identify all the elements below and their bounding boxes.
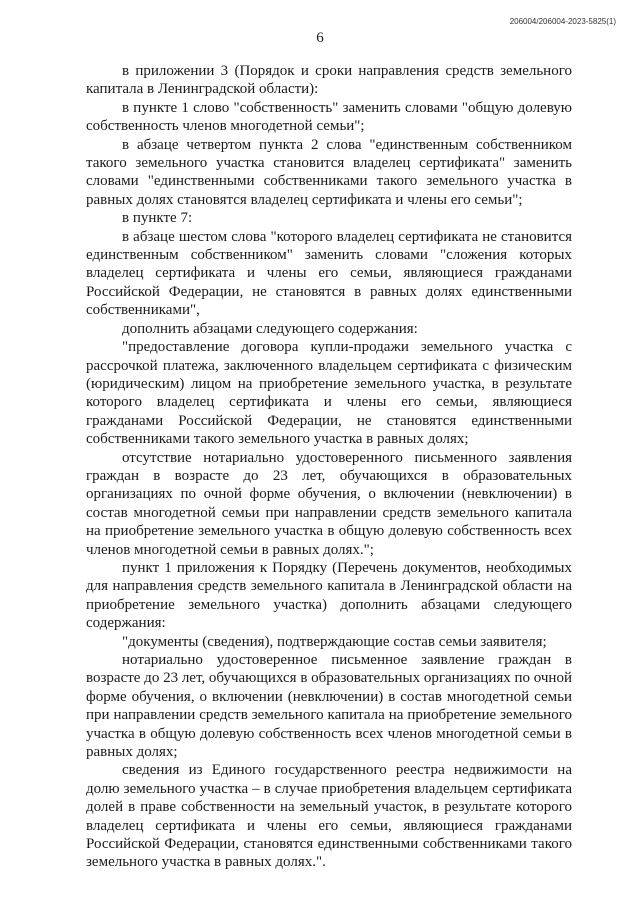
paragraph: в пункте 1 слово "собственность" заменить словами "общую долевую собственность членов многодетной семьи"; <box>86 99 572 135</box>
page-number: 6 <box>316 30 324 46</box>
paragraph: нотариально удостоверенное письменное заявление граждан в возрасте до 23 лет, обучающихся в образовательных организациях по очной форме обучения, о включении (невключении) в состав многодетной семьи при направлении средств земельного капитала на приобретение земельного участка в общую долевую собственность всех членов многодетной семьи в равных долях; <box>86 652 572 761</box>
paragraph: дополнить абзацами следующего содержания: <box>122 320 418 337</box>
paragraph: в абзаце шестом слова "которого владелец сертификата не становится единственным собственником" заменить словами "сложения которых владелец сертификата и члены его семьи, являющиеся гражданами Российской Федерации, не становятся в равных долях единственными собственниками", <box>86 228 572 319</box>
paragraph: в приложении 3 (Порядок и сроки направления средств земельного капитала в Ленинградской области): <box>86 63 572 98</box>
paragraph: отсутствие нотариально удостоверенного письменного заявления граждан в возрасте до 23 лет, обучающихся в образовательных организациях по очной форме обучения, о включении (невключении) в состав многодетной семьи при направлении средств земельного капитала на приобретение земельного участка в общую долевую собственность всех членов многодетной семьи в равных долях."; <box>86 449 572 558</box>
paragraph: "документы (сведения), подтверждающие состав семьи заявителя; <box>122 633 547 650</box>
paragraph: пункт 1 приложения к Порядку (Перечень документов, необходимых для направления средств земельного капитала в Ленинградской области на приобретение земельного участка) дополнить абзацами следующего содержания: <box>86 559 572 632</box>
paragraph: в пункте 7: <box>122 210 193 227</box>
paragraph: сведения из Единого государственного реестра недвижимости на долю земельного участка – в случае приобретения владельцем сертификата долей в праве собственности на земельный участок, в результате которого владелец сертификата и члены его семьи, являющиеся гражданами Российской Федерации, становятся единственными собственниками такого земельного участка в равных долях.". <box>86 762 572 871</box>
paragraph: в абзаце четвертом пункта 2 слова "единственным собственником такого земельного участка становится владелец сертификата" заменить словами "единственными собственниками такого земельного участка в равных долях становятся владелец сертификата и члены его семьи"; <box>86 136 572 208</box>
document-body <box>86 62 572 872</box>
paragraph: "предоставление договора купли-продажи земельного участка с рассрочкой платежа, заключенного владельцем сертификата с физическим (юридическим) лицом на приобретение земельного участка, в результате которого владелец сертификата и члены его семьи, являющиеся гражданами Российской Федерации, не становятся единственными собственниками такого земельного участка в равных долях; <box>86 339 572 448</box>
document-registration-code: 206004/206004-2023-5825(1) <box>509 17 616 26</box>
